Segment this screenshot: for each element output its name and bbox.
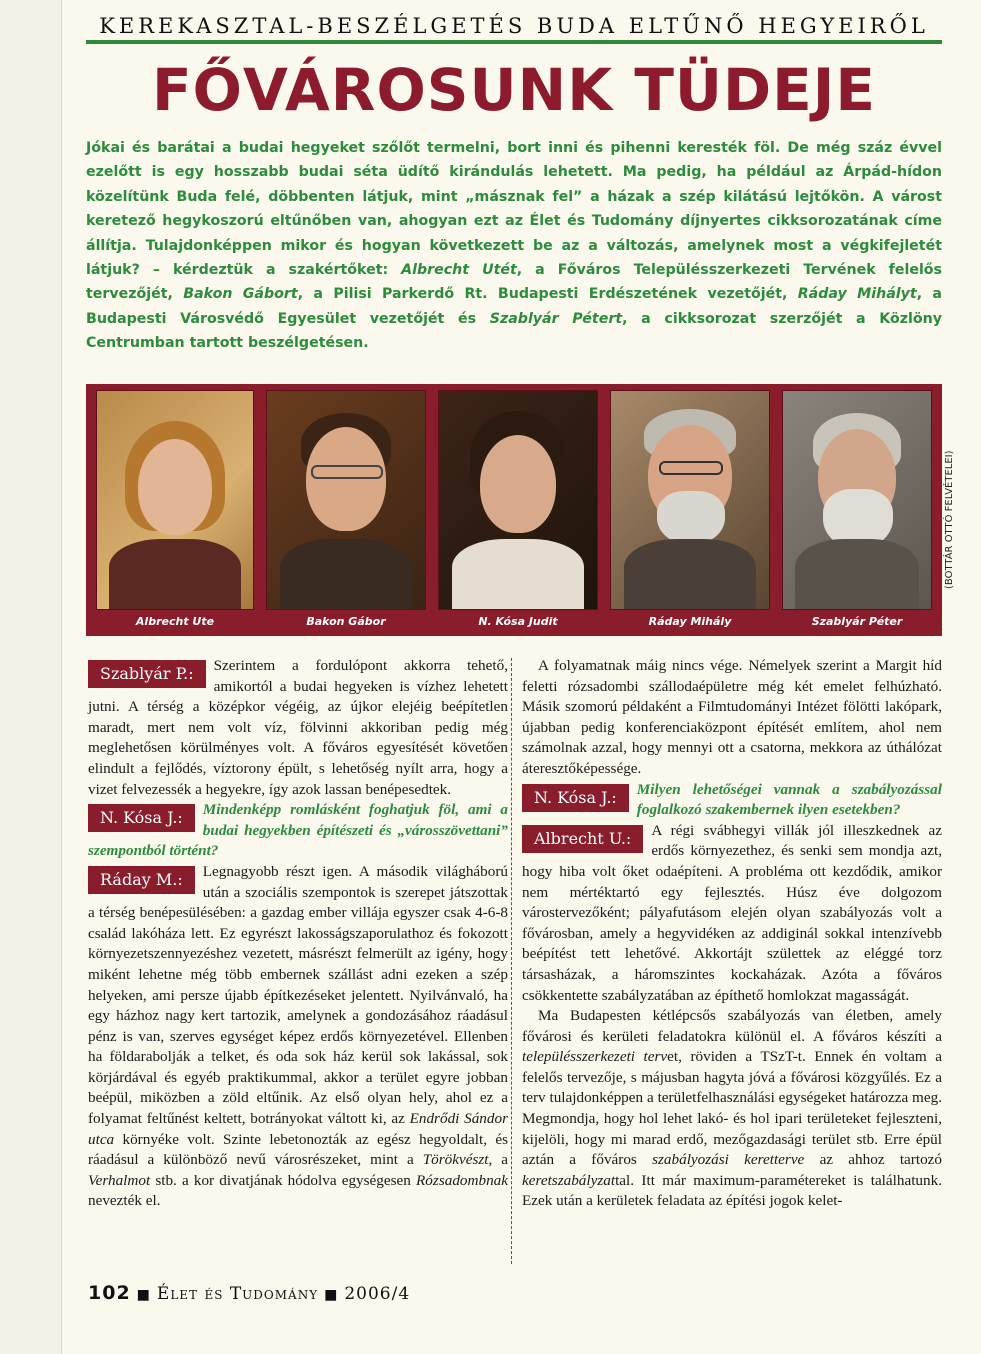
article-column-right	[522, 656, 942, 1212]
article-headline: FŐVÁROSUNK TÜDEJE	[152, 56, 876, 124]
caption-n-kosa-judit: N. Kósa Judit	[478, 615, 558, 628]
caption-bakon-gabor: Bakon Gábor	[306, 615, 386, 628]
paragraph-albrecht-2: Ma Budapesten kétlépcsős szabályozás van életben, amely fővárosi és kerületi feladatokra különül el. A főváros készíti a településszerkezeti tervet, röviden a TSzT-t. Ennek én voltam a felelős tervezője, s májusban hagyta jóvá a fővárosi közgyűlés. Ez a terv tulajdonképpen a területfelhasználási egységeket határozza meg. Megmondja, hogy hol lehet lakó- és hol ipari területeket fejleszteni, kijelöli, hogy mi marad erdő, mezőgazdasági terület stb. Erre épül aztán a főváros szabályozási keretterve az ahhoz tartozó keretszabályzattal. Itt már maximum-paramétereket is találhatunk. Ezek után a kerületek feladata az építési jogok kelet-	[522, 1007, 943, 1210]
speaker-label-kosa: N. Kósa J.:	[88, 804, 195, 832]
portrait-raday-mihaly	[610, 390, 770, 610]
paragraph-raday-1: Ráday M.: Legnagyobb részt igen. A második világháború után a szociális szempontok is szerepet játszottak a térség benépesülésében: a gazdag ember villája egyszer csak 4-6-8 család lakóháza lett. Ez egyrészt lakosságszaporulathoz és fokozott környezetszennyezéshez vezetett, másrészt felmerült az igény, hogy miként lehetne még több embernek szállást adni ezeken a szép helyeken, ami persze újabb építkezéseket jelentett. Nyilvánvaló, ha egy házhoz nagy kert tartozik, amelynek a gondozásához ráadásul pénz is van, szerves egységet képez erdős környezetével. Ellenben ha földarabolják a telket, és oda sok ház kerül sok lakással, sok körjárdával és egyéb praktikummal, akkor a terület egyre jobban beépül, miközben a zöld eltűnik. Az első olyan hely, ahol ez a folyamat feltűnést keltett, botrányokat váltott ki, az Endrődi Sándor utca környéke volt. Szinte lebetonozták az egész hegyoldalt, és ráadásul a különböző nevű városrészeket, mint a Törökvészt, a Verhalmot stb. a kor divatjának hódolva egységesen Rózsadombnak nevezték el.	[88, 862, 508, 1210]
article-column-left	[88, 656, 508, 1212]
portrait-albrecht-ute	[96, 390, 254, 610]
question-kosa-1: N. Kósa J.: Mindenképp romlásként foghatjuk föl, ami a budai hegyekben építészeti és „városszövettani” szempontból történt?	[88, 801, 508, 860]
page-number: 102	[88, 1282, 131, 1304]
page-footer: 102 ■ Élet és Tudomány ■ 2006/4	[88, 1282, 411, 1304]
lead-name-bakon: Bakon Gábort	[183, 286, 298, 303]
speaker-label-raday: Ráday M.:	[88, 866, 195, 894]
column-divider	[511, 658, 512, 1264]
lead-name-raday: Ráday Mihályt	[797, 286, 917, 303]
kicker-rule	[86, 40, 942, 44]
portrait-n-kosa-judit	[438, 390, 598, 610]
caption-albrecht-ute: Albrecht Ute	[135, 615, 215, 628]
speaker-label-albrecht: Albrecht U.:	[522, 825, 643, 853]
paragraph-raday-2: A folyamatnak máig nincs vége. Némelyek szerint a Margit híd feletti rózsadombi szállodaépületre még két emelet felhúzható. Másik szomorú példaként a Filmtudományi Intézet fölötti lakópark, újabban pedig konferenciaközpont építését említem, ahol nem számolnak azzal, hogy mennyi ott a csatorna, mekkora az úthálózat áteresztőképessége.	[522, 657, 942, 777]
section-kicker: KEREKASZTAL-BESZÉLGETÉS BUDA ELTŰNŐ HEGYEIRŐL	[99, 14, 929, 38]
portrait-strip	[86, 384, 942, 636]
caption-raday-mihaly: Ráday Mihály	[648, 615, 732, 628]
paragraph-albrecht-1: Albrecht U.: A régi svábhegyi villák jól illeszkednek az erdős környezethez, és senki sem mondja azt, hogy hiba volt őket odaépíteni. A probléma ott kezdődik, amikor nem mértéktartó egy fejlesztés. Húsz éve dolgozom várostervezőként; pályafutásom elején olyan szabályozás volt a fővárosban, amely a hegyvidéken az addiginál sokkal intenzívebb beépítést tett lehetővé. Akkortájt születtek az eléggé torz társasházak, a háromszintes kockaházak. Azóta a főváros csökkentette szabályzatában az építhető homlokzat magasságát.	[522, 821, 942, 1004]
caption-szablyar-peter: Szablyár Péter	[811, 615, 903, 628]
lead-name-albrecht: Albrecht Utét	[401, 262, 517, 279]
question-kosa-2: N. Kósa J.: Milyen lehetőségei vannak a szabályozással foglalkozó szakembernek ilyen esetekben?	[522, 780, 942, 821]
portrait-szablyar-peter	[782, 390, 932, 610]
issue-number: 2006/4	[344, 1284, 411, 1304]
speaker-label-szablyar: Szablyár P.:	[88, 660, 206, 688]
speaker-label-kosa-2: N. Kósa J.:	[522, 784, 629, 812]
lead-name-szablyar: Szablyár Pétert	[489, 310, 623, 327]
photo-credit: (BOTTÁR OTTÓ FELVÉTELEI)	[944, 450, 955, 590]
magazine-name: Élet és Tudomány	[156, 1284, 319, 1304]
left-margin-strip	[0, 0, 62, 1354]
article-lead: Jókai és barátai a budai hegyeket szőlőt termelni, bort inni és pihenni keresték föl. De még száz évvel ezelőtt is egy hosszabb budai séta üdítő kirándulás lehetett. Ma pedig, ha például az Árpád-hídon közelítünk Buda felé, döbbenten látjuk, mint „másznak fel” a házak a szép kilátású lejtőkön. A várost keretező hegykoszorú eltűnőben van, ahogyan ezt az Élet és Tudomány díjnyertes cikksorozatának címe állítja. Tulajdonképpen mikor és hogyan következett be az a változás, amelynek most a végkifejletét látjuk? – kérdeztük a szakértőket: Albrecht Utét, a Főváros Településszerkezeti Tervének felelős tervezőjét, Bakon Gábort, a Pilisi Parkerdő Rt. Budapesti Erdészetének vezetőjét, Ráday Mihályt, a Budapesti Városvédő Egyesület vezetőjét és Szablyár Pétert, a cikksorozat szerzőjét a Közlöny Centrumban tartott beszélgetésen.	[86, 140, 942, 352]
paragraph-szablyar-1: Szablyár P.: Szerintem a fordulópont akkorra tehető, amikortól a budai hegyeken is vízhez lehetett jutni. A térség a középkor végéig, az újkor elejéig beépítetlen maradt, mert nem volt víz, fölvinni akkoriban pedig még meglehetősen körülményes volt. A főváros egyesítését követően elindult a fejlődés, víztorony épült, s lehetőség nyílt arra, hogy a vizet felvezessék a hegyekre, így azok lassan benépesedtek.	[88, 657, 508, 798]
portrait-bakon-gabor	[266, 390, 426, 610]
